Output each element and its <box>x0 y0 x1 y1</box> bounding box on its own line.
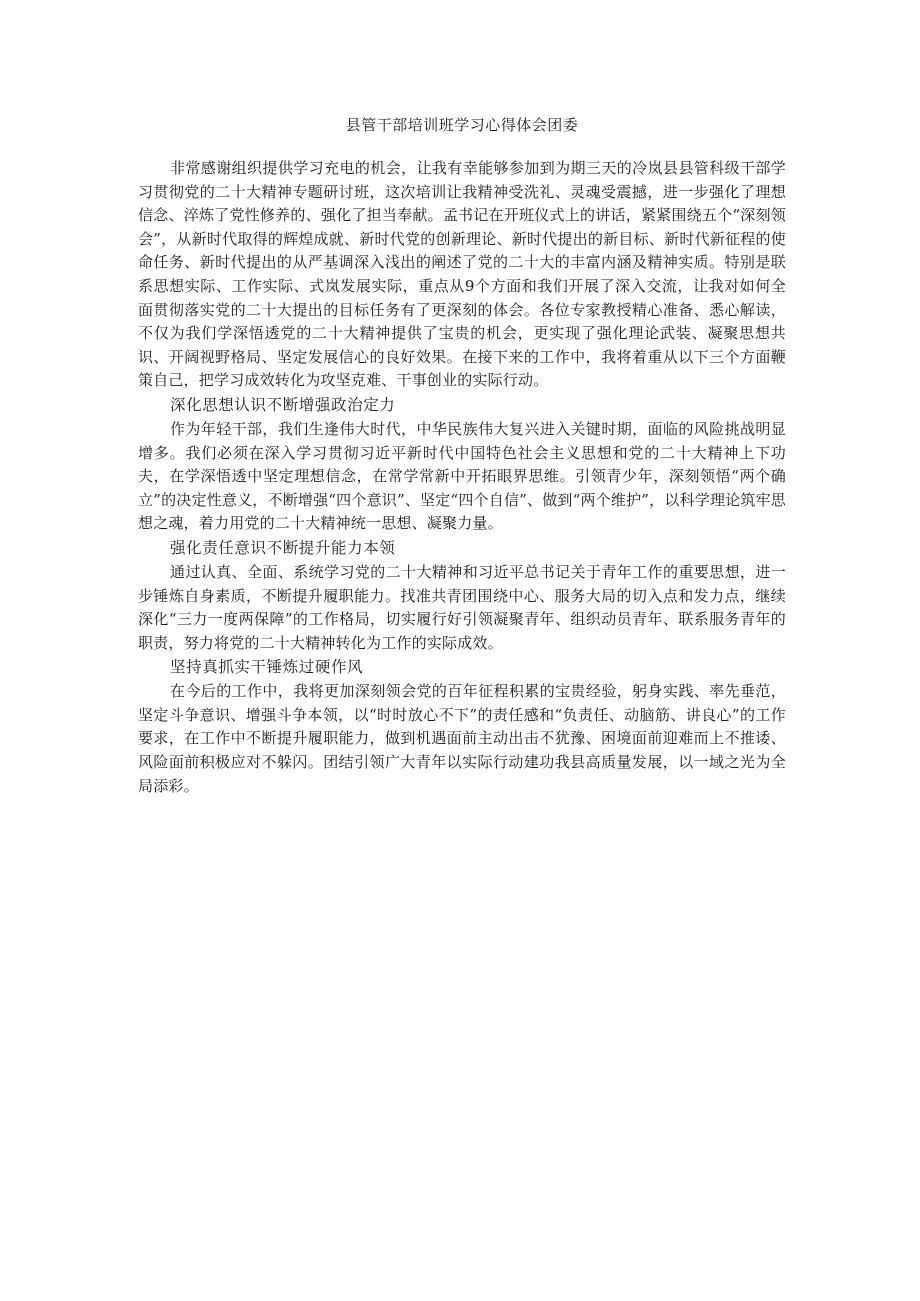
document-title: 县管干部培训班学习心得体会团委 <box>345 116 579 134</box>
intro-paragraph: 非常感谢组织提供学习充电的机会，让我有幸能够参加到为期三天的冷岚县县管科级干部学习贯彻党的二十大精神专题研讨班，这次培训让我精神受洗礼、灵魂受震撼，进一步强化了理想信念、淬炼了党性修养的、强化了担当奉献。孟书记在开班仪式上的讲话，紧紧围绕五个“深刻领会”，从新时代取得的辉煌成就、新时代党的创新理论、新时代提出的新目标、新时代新征程的使命任务、新时代提出的从严基调深入浅出的阐述了党的二十大的丰富内涵及精神实质。特别是联系思想实际、工作实际、式岚发展实际，重点从9个方面和我们开展了深入交流，让我对如何全面贯彻落实党的二十大提出的目标任务有了更深刻的体会。各位专家教授精心准备、悉心解读，不仅为我们学深悟透党的二十大精神提供了宝贵的机会，更实现了强化理论武装、凝聚思想共识、开阔视野格局、坚定发展信心的良好效果。在接下来的工作中，我将着重从以下三个方面鞭策自己，把学习成效转化为攻坚克难、干事创业的实际行动。 <box>138 159 786 390</box>
section-heading-1: 深化思想认识不断增强政治定力 <box>170 395 396 414</box>
section-paragraph-3: 在今后的工作中，我将更加深刻领会党的百年征程积累的宝贵经验，躬身实践、率先垂范，坚定斗争意识、增强斗争本领，以“时时放心不下”的责任感和“负责任、动脑筋、讲良心”的工作要求，在工作中不断提升履职能力，做到机遇面前主动出击不犹豫、困境面前迎难而上不推诿、风险面前积极应对不躲闪。团结引领广大青年以实际行动建功我县高质量发展，以一域之光为全局添彩。 <box>138 682 786 795</box>
document-body <box>138 157 786 798</box>
section-heading-3: 坚持真抓实干锤炼过硬作风 <box>170 658 364 677</box>
section-paragraph-2: 通过认真、全面、系统学习党的二十大精神和习近平总书记关于青年工作的重要思想，进一步锤炼自身素质，不断提升履职能力。找准共青团围绕中心、服务大局的切入点和发力点，继续深化“三力一度两保障”的工作格局，切实履行好引领凝聚青年、组织动员青年、联系服务青年的职责，努力将党的二十大精神转化为工作的实际成效。 <box>138 562 786 652</box>
section-heading-2: 强化责任意识不断提升能力本领 <box>170 538 396 557</box>
section-paragraph-1: 作为年轻干部，我们生逢伟大时代，中华民族伟大复兴进入关键时期，面临的风险挑战明显增多。我们必须在深入学习贯彻习近平新时代中国特色社会主义思想和党的二十大精神上下功夫，在学深悟透中坚定理想信念，在常学常新中开拓眼界思维。引领青少年，深刻领悟“两个确立”的决定性意义，不断增强“四个意识”、坚定“四个自信”、做到“两个维护”，以科学理论筑牢思想之魂，着力用党的二十大精神统一思想、凝聚力量。 <box>138 419 786 533</box>
